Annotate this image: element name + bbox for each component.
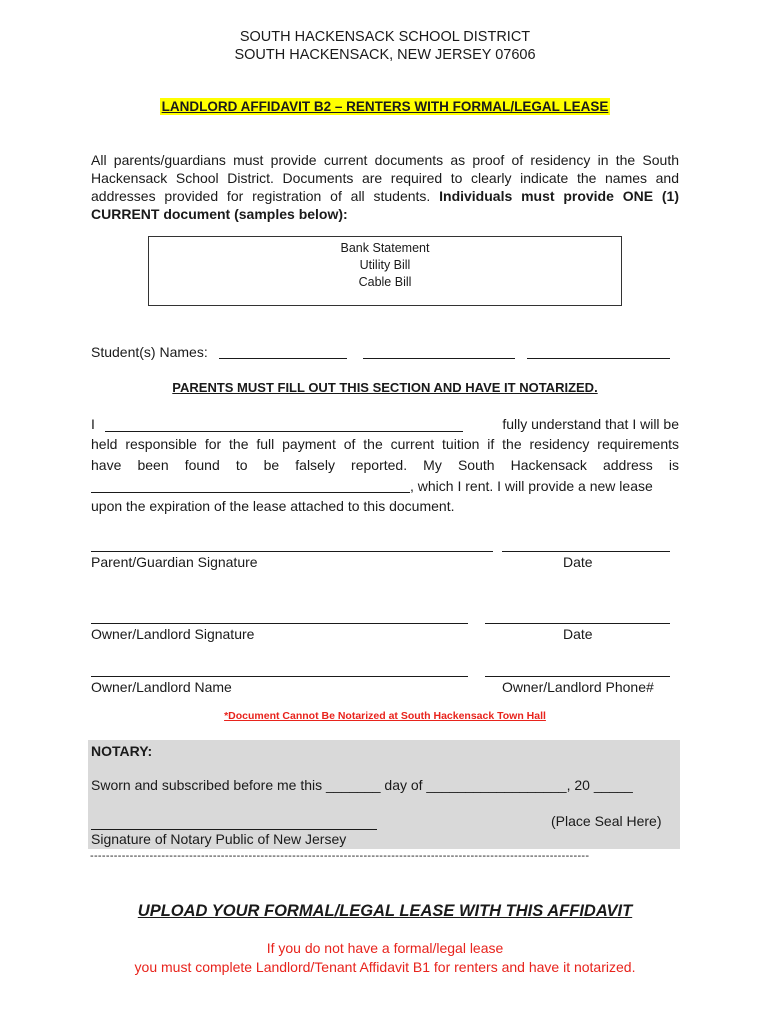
statement-line4: , which I rent. I will provide a new lease bbox=[410, 478, 653, 494]
owner-date-field[interactable] bbox=[485, 623, 670, 624]
parent-name-field[interactable] bbox=[105, 431, 463, 432]
sample-item: Cable Bill bbox=[358, 275, 412, 289]
district-name: SOUTH HACKENSACK SCHOOL DISTRICT bbox=[239, 29, 531, 45]
intro-paragraph: All parents/guardians must provide current documents as proof of residency in the South Hackensack School District. Documents are required to clearly indicate the names and addresses provided for registration of all students. Individuals must provide ONE (1) CURRENT document (samples below): bbox=[91, 152, 679, 222]
form-title: LANDLORD AFFIDAVIT B2 – RENTERS WITH FORMAL/LEGAL LEASE bbox=[161, 99, 609, 114]
sample-documents-box bbox=[148, 236, 622, 306]
owner-name-label: Owner/Landlord Name bbox=[91, 679, 232, 695]
upload-note-1: If you do not have a formal/legal lease bbox=[266, 940, 504, 956]
statement-line5: upon the expiration of the lease attached to this document. bbox=[91, 498, 455, 514]
owner-signature-field[interactable] bbox=[91, 623, 468, 624]
owner-name-field[interactable] bbox=[91, 676, 468, 677]
owner-phone-label: Owner/Landlord Phone# bbox=[502, 679, 654, 695]
upload-heading: UPLOAD YOUR FORMAL/LEGAL LEASE WITH THIS AFFIDAVIT bbox=[137, 902, 633, 920]
parent-signature-label: Parent/Guardian Signature bbox=[91, 554, 258, 570]
district-address: SOUTH HACKENSACK, NEW JERSEY 07606 bbox=[234, 47, 536, 63]
student-name-field-2[interactable] bbox=[363, 358, 515, 359]
owner-signature-label: Owner/Landlord Signature bbox=[91, 626, 255, 642]
notary-heading: NOTARY: bbox=[91, 743, 153, 759]
notary-sworn-line: Sworn and subscribed before me this _______ day of __________________, 20 _____ bbox=[91, 777, 633, 793]
section-divider: ------------------------------------------------------------------------------------------------------------------------------ bbox=[90, 850, 590, 862]
student-name-field-1[interactable] bbox=[219, 358, 347, 359]
notary-signature-field[interactable] bbox=[91, 829, 377, 830]
section-heading: PARENTS MUST FILL OUT THIS SECTION AND HAVE IT NOTARIZED. bbox=[172, 380, 598, 395]
date-label: Date bbox=[563, 554, 593, 570]
statement-prefix: I bbox=[91, 416, 95, 432]
sample-item: Utility Bill bbox=[359, 258, 411, 272]
statement-line1: fully understand that I will be bbox=[502, 416, 679, 432]
intro-bold: Individuals must provide ONE (1) CURRENT document (samples below): bbox=[91, 188, 679, 222]
sample-item: Bank Statement bbox=[340, 241, 430, 255]
statement-line3: have been found to be falsely reported. My South Hackensack address is bbox=[91, 457, 679, 473]
notary-signature-label: Signature of Notary Public of New Jersey bbox=[91, 831, 347, 847]
students-label: Student(s) Names: bbox=[91, 344, 208, 360]
seal-placeholder: (Place Seal Here) bbox=[551, 813, 662, 829]
date-label: Date bbox=[563, 626, 593, 642]
parent-signature-field[interactable] bbox=[91, 551, 493, 552]
statement-line2: held responsible for the full payment of the current tuition if the residency requirements bbox=[91, 436, 679, 452]
address-field[interactable] bbox=[91, 492, 410, 493]
owner-phone-field[interactable] bbox=[485, 676, 670, 677]
upload-note-2: you must complete Landlord/Tenant Affidavit B1 for renters and have it notarized. bbox=[134, 959, 636, 975]
notarize-notice: *Document Cannot Be Notarized at South Hackensack Town Hall bbox=[224, 710, 546, 722]
parent-date-field[interactable] bbox=[502, 551, 670, 552]
student-name-field-3[interactable] bbox=[527, 358, 670, 359]
